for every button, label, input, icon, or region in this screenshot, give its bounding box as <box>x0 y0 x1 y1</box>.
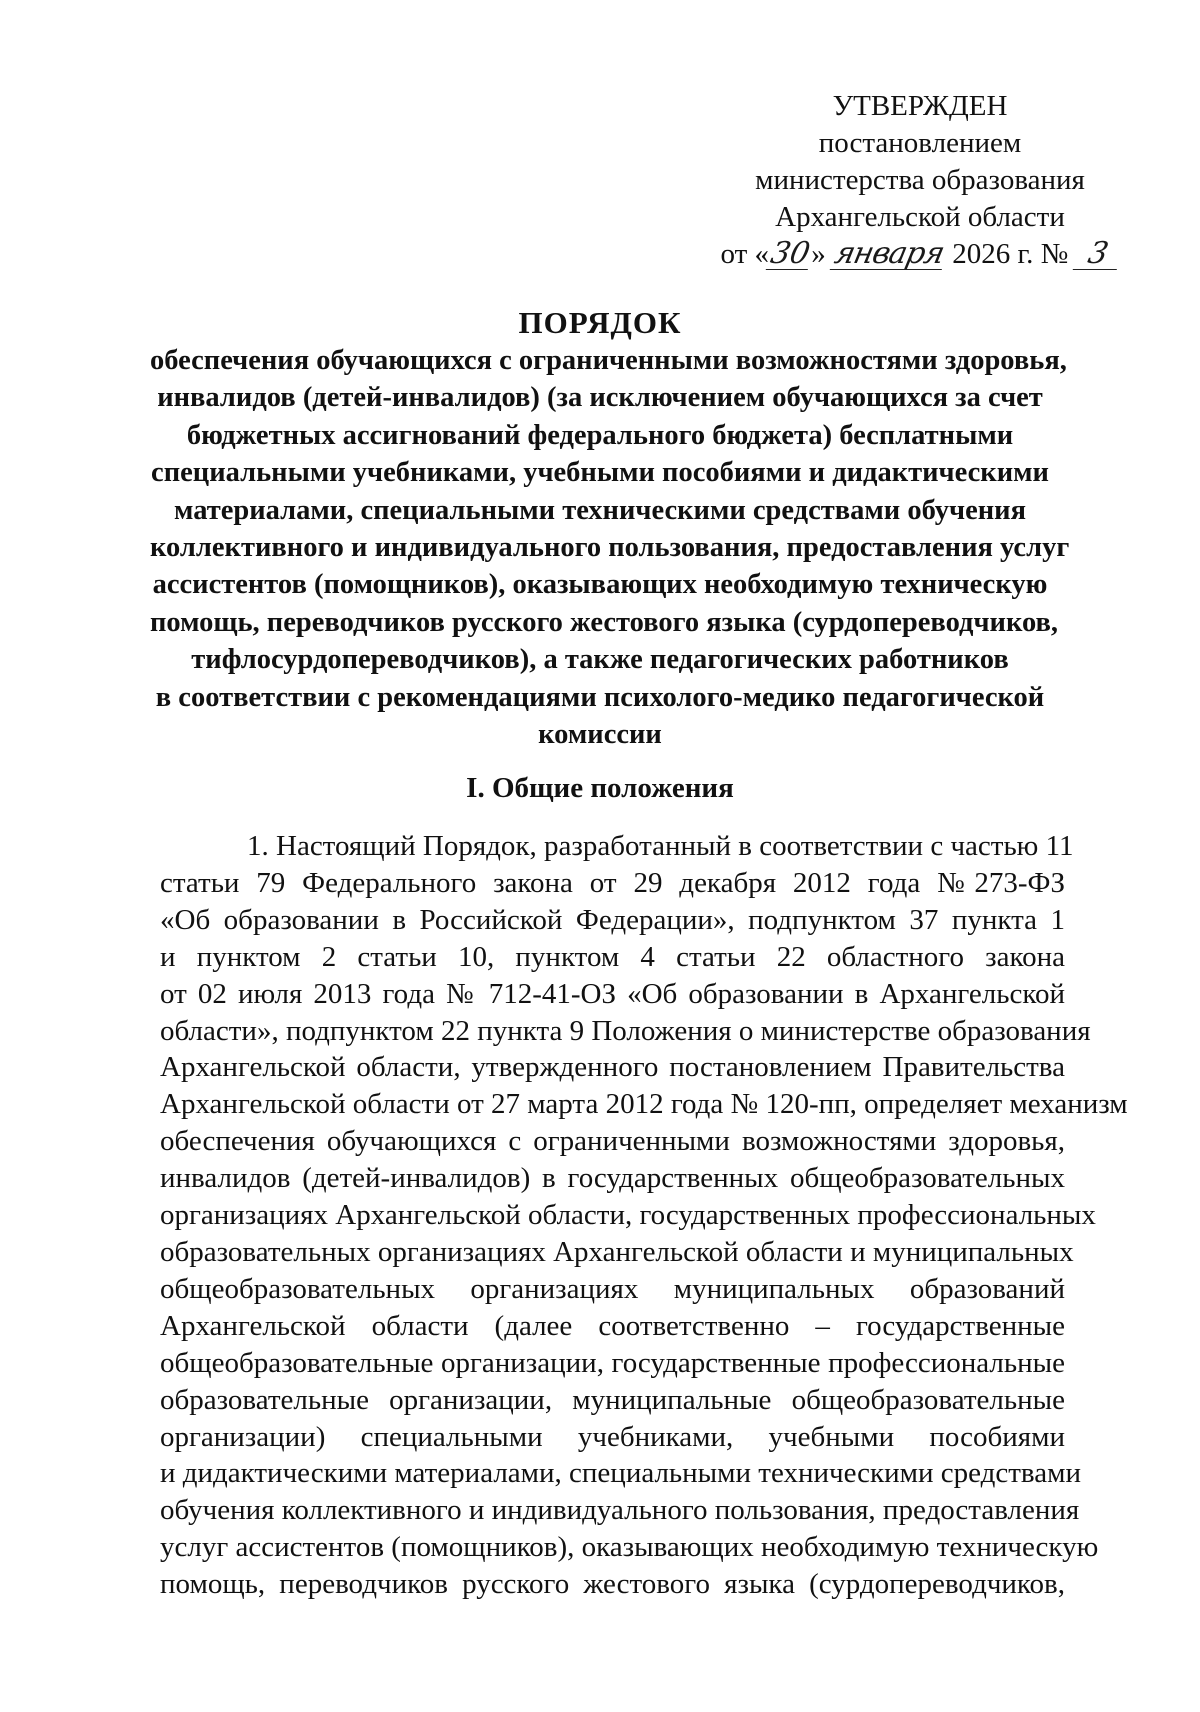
subtitle-line: тифлосурдопереводчиков), а также педагогических работников <box>191 644 1009 676</box>
subtitle-line: материалами, специальными техническими средствами обучения <box>173 494 1026 526</box>
body-line: обеспечения обучающихся с ограниченными возможностями здоровья, <box>160 1125 1065 1158</box>
document-subtitle <box>150 342 1070 753</box>
body-line: общеобразовательные организации, государственные профессиональные <box>160 1346 1065 1379</box>
body-line: организациях Архангельской области, государственных профессиональных <box>160 1199 1096 1232</box>
body-line: инвалидов (детей-инвалидов) в государственных общеобразовательных <box>160 1162 1065 1195</box>
subtitle-line: комиссии <box>538 719 662 751</box>
body-paragraph <box>160 828 1128 1603</box>
body-line: «Об образовании в Российской Федерации», подпунктом 37 пункта 1 <box>160 903 1065 936</box>
approval-line: Архангельской области <box>775 201 1065 233</box>
body-line: помощь, переводчиков русского жестового языка (сурдопереводчиков, <box>160 1568 1065 1601</box>
approval-stamp-block <box>700 88 1140 273</box>
document-title-block <box>150 304 1070 753</box>
body-line: организации) специальными учебниками, учебными пособиями <box>160 1420 1065 1453</box>
subtitle-line: помощь, переводчиков русского жестового языка (сурдопереводчиков, <box>150 606 1059 638</box>
subtitle-line: ассистентов (помощников), оказывающих необходимую техническую <box>152 569 1048 601</box>
body-line: общеобразовательных организациях муниципальных образований <box>160 1272 1065 1305</box>
body-line: услуг ассистентов (помощников), оказывающих необходимую техническую <box>160 1531 1099 1564</box>
body-line: Архангельской области от 27 марта 2012 года № 120-пп, определяет механизм <box>160 1088 1128 1121</box>
body-line: образовательных организациях Архангельской области и муниципальных <box>160 1235 1074 1268</box>
handwritten-number: 3 <box>1072 239 1123 270</box>
date-year: 2026 г. № <box>952 238 1069 270</box>
subtitle-line: в соответствии с рекомендациями психолого-медико педагогической <box>155 681 1045 713</box>
body-line: Архангельской области, утвержденного постановлением Правительства <box>160 1051 1065 1084</box>
subtitle-line: обеспечения обучающихся с ограниченными возможностями здоровья, <box>150 345 1067 376</box>
body-line: и дидактическими материалами, специальными техническими средствами <box>160 1457 1081 1490</box>
handwritten-month: января <box>831 236 947 271</box>
document-title: ПОРЯДОК <box>518 305 682 340</box>
date-prefix: от « <box>720 238 769 270</box>
body-line: обучения коллективного и индивидуального пользования, предоставления <box>160 1494 1080 1527</box>
body-line: образовательные организации, муниципальные общеобразовательные <box>160 1383 1065 1416</box>
approval-line: постановлением <box>818 127 1022 159</box>
subtitle-line: бюджетных ассигнований федерального бюджета) бесплатными <box>186 419 1014 451</box>
approval-line: министерства образования <box>755 164 1085 196</box>
body-line: и пунктом 2 статьи 10, пунктом 4 статьи 22 областного закона <box>160 940 1065 973</box>
section-heading: I. Общие положения <box>466 772 734 804</box>
subtitle-line: специальными учебниками, учебными пособиями и дидактическими <box>151 457 1049 489</box>
approval-line: УТВЕРЖДЕН <box>832 90 1008 122</box>
date-quote-close: » <box>811 238 826 270</box>
body-line: 1. Настоящий Порядок, разработанный в соответствии с частью 11 <box>247 830 1074 862</box>
body-line: области», подпунктом 22 пункта 9 Положения о министерстве образования <box>160 1014 1091 1047</box>
body-line: от 02 июля 2013 года № 712-41-ОЗ «Об образовании в Архангельской <box>160 977 1065 1010</box>
body-line: статьи 79 Федерального закона от 29 декабря 2012 года №273-ФЗ <box>160 866 1065 899</box>
subtitle-line: коллективного и индивидуального пользования, предоставления услуг <box>150 532 1070 564</box>
body-line: Архангельской области (далее соответственно – государственные <box>160 1309 1065 1342</box>
handwritten-day: 30 <box>767 236 814 271</box>
subtitle-line: инвалидов (детей-инвалидов) (за исключением обучающихся за счет <box>157 382 1043 414</box>
approval-date-line <box>700 236 1140 273</box>
